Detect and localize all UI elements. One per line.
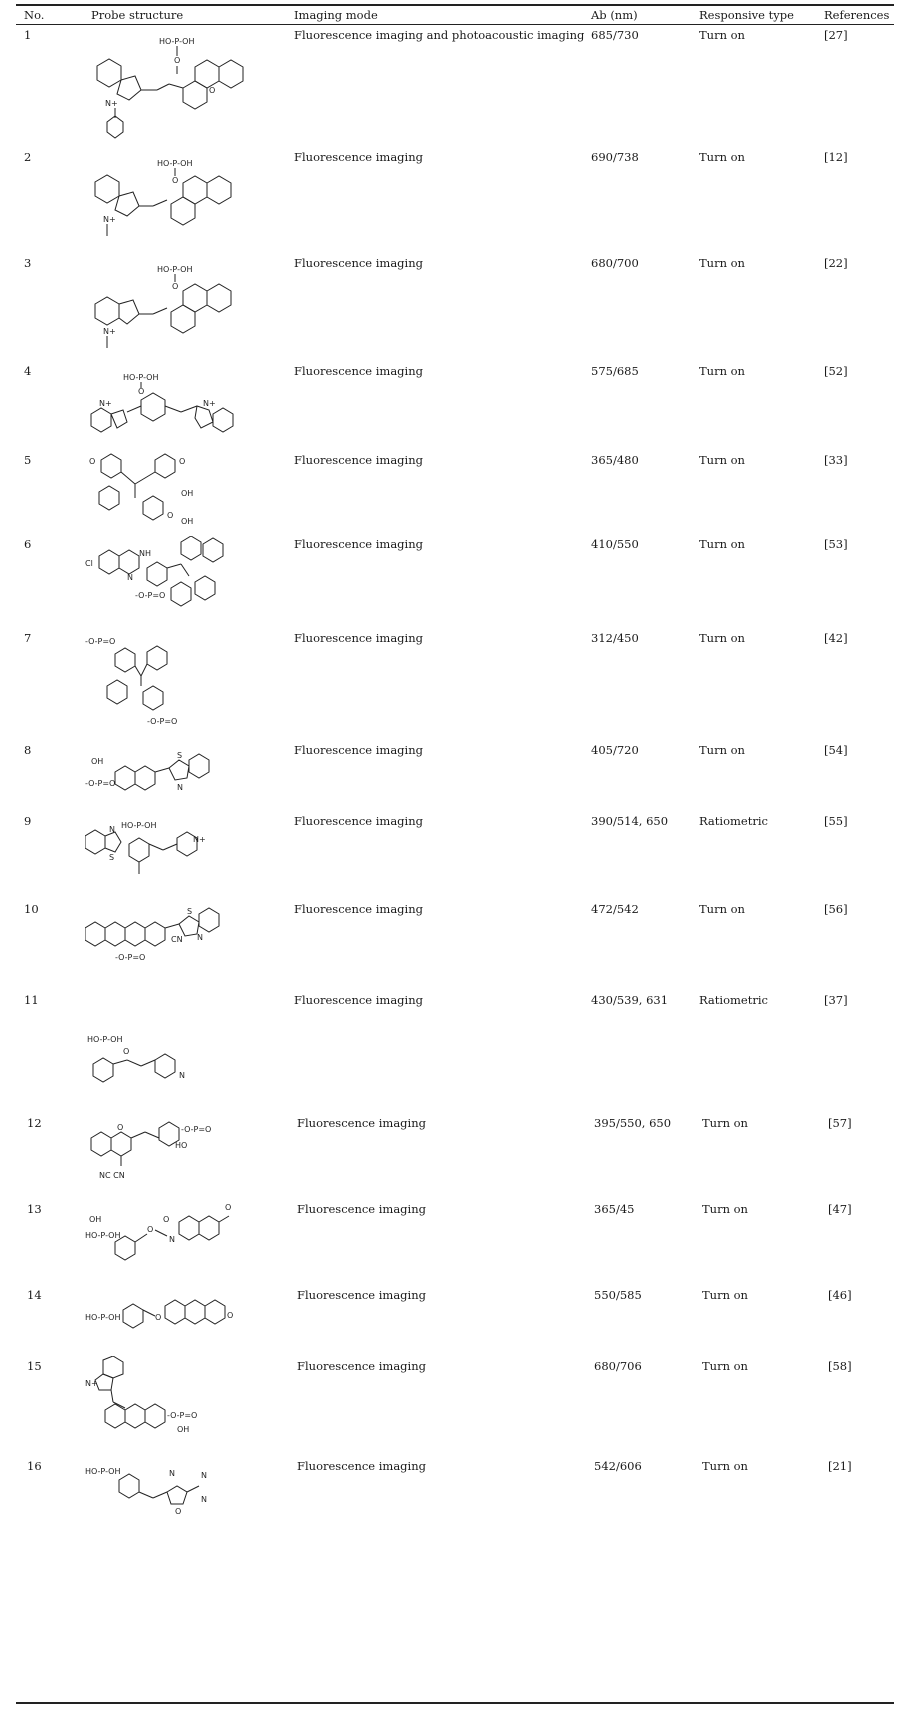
row-no: 2 — [24, 150, 32, 164]
row-ab: 390/514, 650 — [591, 814, 669, 828]
svg-text:-O-P=O: -O-P=O — [181, 1125, 212, 1134]
row-reference: [54] — [824, 743, 848, 757]
row-imaging-mode: Fluorescence imaging — [294, 150, 423, 164]
row-imaging-mode: Fluorescence imaging — [294, 993, 423, 1007]
row-no: 15 — [27, 1359, 42, 1373]
row-imaging-mode: Fluorescence imaging — [297, 1202, 426, 1216]
row-responsive-type: Turn on — [699, 364, 745, 378]
svg-text:-O-P=O: -O-P=O — [135, 591, 166, 600]
row-responsive-type: Turn on — [699, 743, 745, 757]
svg-text:N+: N+ — [203, 399, 216, 408]
svg-text:Cl: Cl — [85, 559, 93, 568]
tetraphenylethylene-phosphate-structure-icon — [85, 452, 255, 532]
row-imaging-mode: Fluorescence imaging — [294, 814, 423, 828]
row-ab: 430/539, 631 — [591, 993, 669, 1007]
svg-text:O: O — [227, 1311, 234, 1320]
svg-text:NC CN: NC CN — [99, 1171, 125, 1180]
svg-text:O: O — [147, 1225, 154, 1234]
row-imaging-mode: Fluorescence imaging — [294, 364, 423, 378]
svg-text:-O-P=O: -O-P=O — [147, 717, 178, 726]
svg-text:O: O — [167, 511, 174, 520]
svg-text:O: O — [89, 457, 96, 466]
row-reference: [58] — [828, 1359, 852, 1373]
row-ab: 312/450 — [591, 631, 639, 645]
row-imaging-mode: Fluorescence imaging — [294, 537, 423, 551]
svg-text:N: N — [179, 1071, 185, 1080]
row-imaging-mode: Fluorescence imaging — [294, 453, 423, 467]
svg-text:N+: N+ — [193, 835, 206, 844]
svg-text:OH: OH — [181, 489, 194, 498]
svg-text:HO-P-OH: HO-P-OH — [85, 1313, 121, 1322]
svg-text:O: O — [163, 1215, 170, 1224]
row-reference: [37] — [824, 993, 848, 1007]
svg-text:HO-P-OH: HO-P-OH — [157, 265, 193, 274]
row-ab: 395/550, 650 — [594, 1116, 672, 1130]
row-ab: 472/542 — [591, 902, 639, 916]
header-no: No. — [24, 8, 45, 22]
header-probe-structure: Probe structure — [91, 8, 184, 22]
row-no: 7 — [24, 631, 32, 645]
naphthyl-benzothiazole-phosphate-structure-icon — [85, 742, 255, 800]
row-no: 11 — [24, 993, 39, 1007]
svg-text:-O-P=O: -O-P=O — [85, 637, 116, 646]
row-ab: 575/685 — [591, 364, 639, 378]
row-responsive-type: Turn on — [699, 453, 745, 467]
row-responsive-type: Turn on — [699, 537, 745, 551]
indole-xanthene-phosphate-structure-icon — [85, 258, 255, 354]
svg-text:HO-P-OH: HO-P-OH — [123, 373, 159, 382]
benzindole-xanthene-phosphate-structure-icon — [85, 152, 255, 244]
svg-text:N: N — [197, 933, 203, 942]
svg-text:OH: OH — [89, 1215, 102, 1224]
dicyanomethylene-chromene-phosphate-structure-icon — [85, 1112, 255, 1184]
row-imaging-mode: Fluorescence imaging — [297, 1288, 426, 1302]
row-responsive-type: Turn on — [699, 28, 745, 42]
svg-text:N: N — [169, 1469, 175, 1478]
svg-text:N+: N+ — [99, 399, 112, 408]
benzothiazole-pyridinium-phosphate-structure-icon — [85, 818, 255, 882]
svg-text:O: O — [225, 1203, 232, 1212]
svg-text:HO-P-OH: HO-P-OH — [85, 1467, 121, 1476]
row-imaging-mode: Fluorescence imaging — [297, 1359, 426, 1373]
svg-text:S: S — [109, 853, 115, 862]
svg-text:N+: N+ — [85, 1379, 98, 1388]
row-ab: 410/550 — [591, 537, 639, 551]
row-no: 5 — [24, 453, 32, 467]
row-ab: 405/720 — [591, 743, 639, 757]
svg-text:S: S — [177, 751, 183, 760]
svg-text:HO-P-OH: HO-P-OH — [121, 821, 157, 830]
header-imaging-mode: Imaging mode — [294, 8, 378, 22]
svg-text:S: S — [187, 907, 193, 916]
row-responsive-type: Turn on — [699, 902, 745, 916]
svg-text:N: N — [177, 783, 183, 792]
acetylnaphthalene-carbamate-phosphate-structure-icon — [85, 1202, 255, 1274]
svg-text:-O-P=O: -O-P=O — [115, 953, 146, 962]
svg-text:N: N — [201, 1495, 207, 1504]
svg-text:-O-P=O: -O-P=O — [167, 1411, 198, 1420]
svg-text:OH: OH — [91, 757, 104, 766]
row-no: 13 — [27, 1202, 42, 1216]
row-ab: 690/738 — [591, 150, 639, 164]
svg-text:HO-P-OH: HO-P-OH — [87, 1035, 123, 1044]
svg-text:O: O — [155, 1313, 162, 1322]
svg-text:N: N — [127, 573, 133, 582]
row-reference: [52] — [824, 364, 848, 378]
row-responsive-type: Turn on — [702, 1359, 748, 1373]
row-no: 4 — [24, 364, 32, 378]
svg-text:HO-P-OH: HO-P-OH — [157, 159, 193, 168]
svg-text:O: O — [172, 282, 179, 291]
quinazolinone-tpe-phosphate-structure-icon — [85, 536, 255, 626]
svg-text:CN: CN — [171, 935, 183, 944]
row-imaging-mode: Fluorescence imaging — [294, 256, 423, 270]
row-responsive-type: Turn on — [702, 1202, 748, 1216]
row-ab: 365/45 — [594, 1202, 635, 1216]
svg-text:HO: HO — [175, 1141, 188, 1150]
row-imaging-mode: Fluorescence imaging and photoacoustic imaging — [294, 28, 585, 42]
row-reference: [55] — [824, 814, 848, 828]
row-responsive-type: Turn on — [702, 1288, 748, 1302]
row-reference: [53] — [824, 537, 848, 551]
svg-text:N: N — [169, 1235, 175, 1244]
row-ab: 680/700 — [591, 256, 639, 270]
row-ab: 550/585 — [594, 1288, 642, 1302]
row-no: 8 — [24, 743, 32, 757]
row-imaging-mode: Fluorescence imaging — [294, 743, 423, 757]
cyanine-xanthene-phosphate-benzyl-structure-icon — [85, 30, 255, 142]
row-reference: [42] — [824, 631, 848, 645]
svg-text:N+: N+ — [105, 99, 118, 108]
table-top-rule — [16, 4, 894, 6]
julolidine-benzothiazole-phosphate-structure-icon — [85, 902, 255, 978]
header-responsive-type: Responsive type — [699, 8, 794, 22]
svg-text:OH: OH — [181, 517, 194, 526]
svg-text:HO-P-OH: HO-P-OH — [85, 1231, 121, 1240]
svg-text:O: O — [117, 1123, 124, 1132]
row-ab: 365/480 — [591, 453, 639, 467]
row-no: 9 — [24, 814, 32, 828]
row-imaging-mode: Fluorescence imaging — [297, 1116, 426, 1130]
row-reference: [12] — [824, 150, 848, 164]
row-ab: 542/606 — [594, 1459, 642, 1473]
chalcone-dimethylamino-phosphate-structure-icon — [85, 1030, 255, 1102]
row-reference: [47] — [828, 1202, 852, 1216]
header-ab: Ab (nm) — [591, 8, 638, 22]
table-bottom-rule — [16, 1702, 894, 1704]
svg-text:O: O — [123, 1047, 130, 1056]
row-no: 3 — [24, 256, 32, 270]
svg-text:N+: N+ — [103, 215, 116, 224]
row-responsive-type: Turn on — [699, 150, 745, 164]
row-responsive-type: Ratiometric — [699, 814, 768, 828]
row-reference: [46] — [828, 1288, 852, 1302]
svg-text:O: O — [209, 86, 216, 95]
row-responsive-type: Turn on — [699, 631, 745, 645]
tpe-diphosphate-structure-icon — [85, 630, 255, 730]
svg-text:O: O — [172, 176, 179, 185]
row-responsive-type: Turn on — [699, 256, 745, 270]
header-references: References — [824, 8, 890, 22]
svg-text:N: N — [201, 1471, 207, 1480]
row-ab: 685/730 — [591, 28, 639, 42]
table-header-rule — [16, 24, 894, 25]
indolium-xanthene-phosphate-structure-icon — [85, 1356, 255, 1440]
row-imaging-mode: Fluorescence imaging — [294, 631, 423, 645]
row-no: 16 — [27, 1459, 42, 1473]
svg-text:OH: OH — [177, 1425, 190, 1434]
row-reference: [33] — [824, 453, 848, 467]
svg-text:HO-P-OH: HO-P-OH — [159, 37, 195, 46]
svg-text:O: O — [179, 457, 186, 466]
row-reference: [27] — [824, 28, 848, 42]
svg-text:N: N — [109, 825, 115, 834]
row-responsive-type: Turn on — [702, 1116, 748, 1130]
svg-text:-O-P=O: -O-P=O — [85, 779, 116, 788]
row-imaging-mode: Fluorescence imaging — [294, 902, 423, 916]
row-responsive-type: Turn on — [702, 1459, 748, 1473]
svg-text:N+: N+ — [103, 327, 116, 336]
row-imaging-mode: Fluorescence imaging — [297, 1459, 426, 1473]
row-no: 6 — [24, 537, 32, 551]
row-reference: [21] — [828, 1459, 852, 1473]
tcf-styryl-phosphate-structure-icon — [85, 1456, 255, 1540]
row-reference: [56] — [824, 902, 848, 916]
svg-text:O: O — [175, 1507, 182, 1516]
row-no: 10 — [24, 902, 39, 916]
row-reference: [22] — [824, 256, 848, 270]
svg-text:O: O — [138, 387, 145, 396]
row-reference: [57] — [828, 1116, 852, 1130]
row-no: 12 — [27, 1116, 42, 1130]
bis-indolium-phosphate-structure-icon — [85, 366, 255, 440]
row-no: 14 — [27, 1288, 42, 1302]
row-no: 1 — [24, 28, 32, 42]
svg-text:NH: NH — [139, 549, 151, 558]
row-responsive-type: Ratiometric — [699, 993, 768, 1007]
svg-text:O: O — [174, 56, 181, 65]
resorufin-benzyl-phosphate-structure-icon — [85, 1286, 255, 1348]
row-ab: 680/706 — [594, 1359, 642, 1373]
